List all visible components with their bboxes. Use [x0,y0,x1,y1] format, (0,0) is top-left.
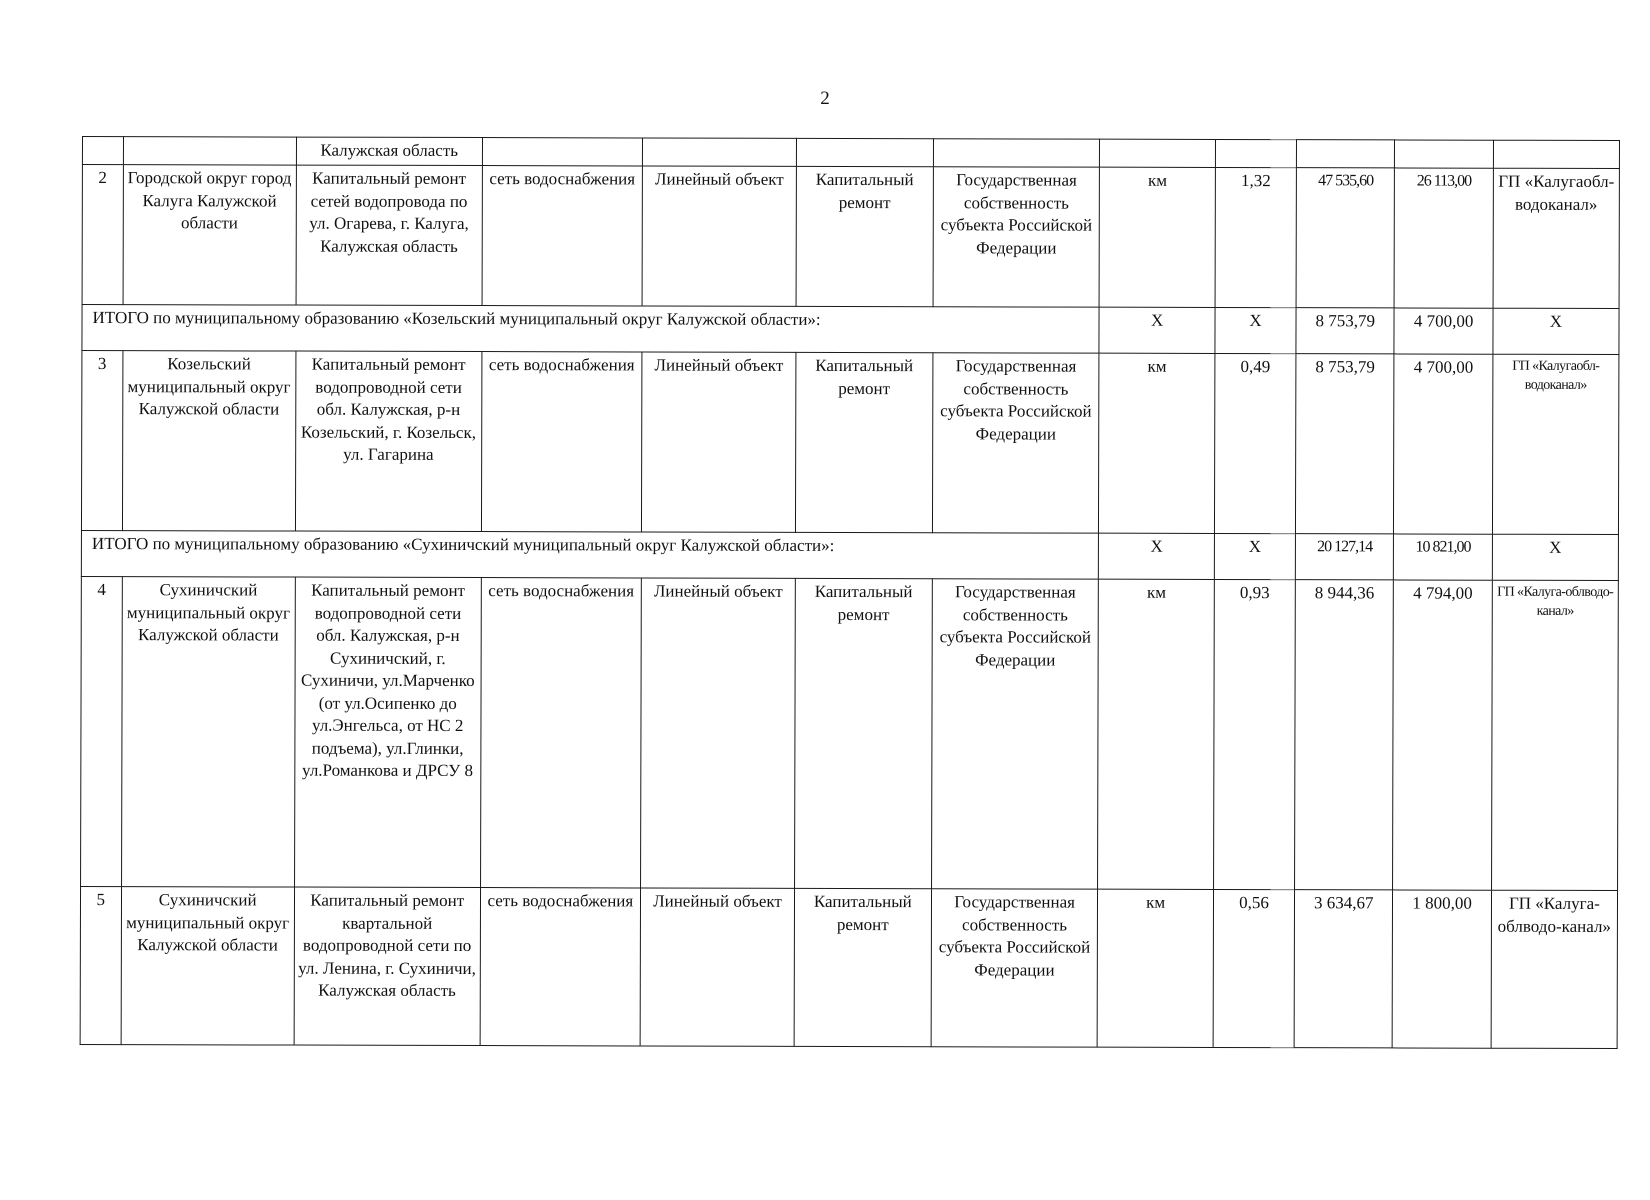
cell-empty [796,138,933,166]
objects-table [80,136,1620,1049]
cell-empty [482,138,642,166]
cell-funding: 1 800,00 [1393,890,1492,1048]
cell-number: 2 [82,165,123,305]
cell-object-name: Капитальный ремонт водопроводной сети обл. Калужская, р-н Сухиничский, г. Сухиничи, ул.Марченко (от ул.Осипенко до ул.Энгельса, от НС 2 подъема), ул.Глинки, ул.Романкова и ДРСУ 8 [294,577,481,887]
cell-object-name: Капитальный ремонт водопроводной сети обл. Калужская, р-н Козельский, г. Козельск, ул. Гагарина [295,351,481,531]
total-funding: 10 821,00 [1394,534,1492,580]
cell-municipality: Городской округ город Калуга Калужской области [123,165,297,305]
total-funding: 4 700,00 [1394,308,1492,354]
cell-unit: км [1099,353,1215,533]
cell-customer: ГП «Калугаобл-водоканал» [1492,354,1619,534]
cell-total-cost: 3 634,67 [1294,890,1393,1048]
cell-capacity: 0,49 [1214,353,1296,533]
cell-total-cost: 8 753,79 [1296,354,1395,534]
total-row [82,305,1619,355]
table-row [81,576,1619,890]
cell-work-type: Капитальный ремонт [796,166,933,306]
total-cost: 20 127,14 [1295,534,1393,580]
cell-empty [1297,140,1395,168]
cell-funding: 26 113,00 [1394,168,1493,308]
cell-customer: ГП «Калугаобл-водоканал» [1493,168,1620,308]
cell-number: 3 [81,351,122,531]
cell-purpose: сеть водоснабжения [481,352,642,532]
table-row [82,165,1619,309]
total-capacity: Х [1215,307,1296,353]
cell-object-type: Линейный объект [641,352,795,532]
table-row [81,351,1618,535]
cell-municipality: Сухиничский муниципальный округ Калужской области [121,887,295,1045]
cell-ownership: Государственная собственность субъекта Российской Федерации [931,579,1099,889]
cell-object-type: Линейный объект [642,166,796,306]
cell-work-type: Капитальный ремонт [795,352,932,532]
cell-unit: км [1098,579,1214,889]
cell-empty [1395,140,1493,168]
cell-object-type: Линейный объект [641,578,796,888]
cell-object-name: Капитальный ремонт квартальной водопроводной сети по ул. Ленина, г. Сухиничи, Калужская область [294,887,480,1045]
cell-unit: км [1100,167,1216,307]
cell-address-tail: Калужская область [296,137,482,165]
total-label: ИТОГО по муниципальному образованию «Сухиничский муниципальный округ Калужской области»: [81,530,1099,579]
total-label: ИТОГО по муниципальному образованию «Козельский муниципальный округ Калужской области»: [82,305,1100,354]
cell-customer: ГП «Калуга-облводо-канал» [1491,890,1618,1048]
total-capacity: Х [1214,533,1295,579]
cell-ownership: Государственная собственность субъекта Российской Федерации [933,167,1100,307]
cell-purpose: сеть водоснабжения [480,578,641,888]
cell-customer: ГП «Калуга-облводо-канал» [1491,580,1618,890]
cell-empty [1493,140,1619,168]
cell-purpose: сеть водоснабжения [480,888,641,1046]
cell-empty [82,137,123,165]
cell-municipality: Сухиничский муниципальный округ Калужской области [121,577,295,887]
page-number: 2 [820,88,830,109]
cell-capacity: 0,93 [1213,579,1295,889]
cell-object-type: Линейный объект [640,888,794,1046]
cell-work-type: Капитальный ремонт [794,578,932,888]
total-customer: Х [1493,308,1619,354]
cell-work-type: Капитальный ремонт [794,888,931,1046]
total-customer: Х [1492,534,1618,580]
cell-empty [642,138,796,166]
cell-number: 5 [80,886,121,1044]
cell-empty [1100,139,1215,167]
cell-capacity: 1,32 [1215,167,1297,307]
cell-unit: км [1098,889,1214,1047]
table-row [80,886,1617,1048]
total-unit: Х [1099,533,1215,579]
cell-municipality: Козельский муниципальный округ Калужской области [122,351,296,531]
cell-funding: 4 794,00 [1393,580,1492,890]
cell-funding: 4 700,00 [1394,354,1493,534]
cell-ownership: Государственная собственность субъекта Российской Федерации [931,889,1098,1047]
cell-empty [123,137,296,165]
cell-ownership: Государственная собственность субъекта Российской Федерации [932,353,1099,533]
cell-capacity: 0,56 [1213,889,1295,1047]
total-row [81,530,1618,580]
cell-empty [1215,139,1296,167]
cell-total-cost: 47 535,60 [1296,168,1395,308]
total-cost: 8 753,79 [1296,308,1394,354]
total-unit: Х [1099,307,1215,353]
cell-object-name: Капитальный ремонт сетей водопровода по ул. Огарева, г. Калуга, Калужская область [296,165,482,305]
cell-empty [933,139,1100,167]
cell-number: 4 [81,576,122,886]
cell-purpose: сеть водоснабжения [482,166,643,306]
cell-total-cost: 8 944,36 [1295,580,1394,890]
table-row-continuation [82,137,1619,169]
